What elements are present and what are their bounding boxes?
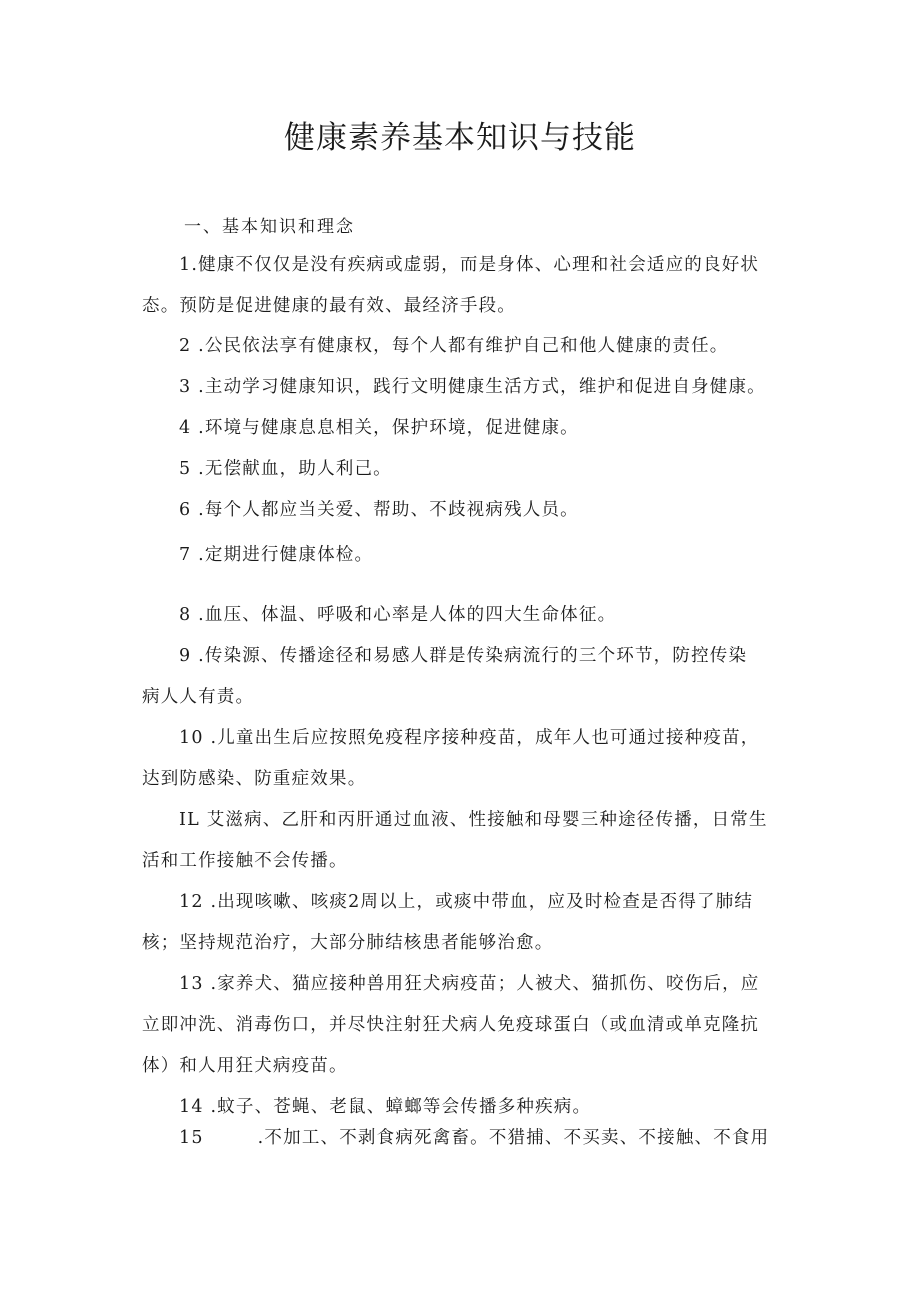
list-item [142, 245, 822, 327]
list-item [142, 636, 822, 718]
item-text-continued: 病人人有责。 [142, 687, 255, 707]
list-item [142, 367, 822, 408]
list-item [142, 408, 822, 449]
item-number: 10 [179, 728, 204, 748]
item-number: 5 [179, 459, 192, 479]
item-text: .每个人都应当关爱、帮助、不歧视病残人员。 [198, 500, 579, 520]
list-item [142, 718, 822, 800]
item-text: .儿童出生后应按照免疫程序接种疫苗，成年人也可通过接种疫苗， [210, 728, 760, 748]
item-text: .公民依法享有健康权，每个人都有维护自己和他人健康的责任。 [198, 336, 729, 356]
item-number: 1. [179, 255, 199, 275]
list-item [142, 964, 822, 1087]
list-item [142, 535, 822, 576]
item-number: 9 [179, 646, 192, 666]
list-item [142, 800, 822, 882]
item-number: 8 [179, 605, 192, 625]
item-text: .传染源、传播途径和易感人群是传染病流行的三个环节，防控传染 [198, 646, 748, 666]
item-text: .不加工、不剥食病死禽畜。不猎捕、不买卖、不接触、不食用 [257, 1128, 770, 1148]
item-text-continued: 达到防感染、防重症效果。 [142, 769, 367, 789]
item-number: 13 [179, 974, 204, 994]
item-text: .定期进行健康体检。 [198, 545, 374, 565]
item-text-continued: 活和工作接触不会传播。 [142, 851, 348, 871]
section-heading: 一、基本知识和理念 [184, 217, 355, 237]
item-text: .无偿献血，助人利己。 [198, 459, 392, 479]
list-item [142, 449, 822, 490]
item-number: 14 [179, 1097, 204, 1117]
item-text-continued: 核；坚持规范治疗，大部分肺结核患者能够治愈。 [142, 933, 554, 953]
document-title: 健康素养基本知识与技能 [284, 120, 636, 156]
item-text: .主动学习健康知识，践行文明健康生活方式，维护和促进自身健康。 [198, 377, 766, 397]
list-item [142, 595, 822, 636]
list-item [142, 882, 822, 964]
item-number: 6 [179, 500, 192, 520]
item-text: .蚊子、苍蝇、老鼠、蟑螂等会传播多种疾病。 [210, 1097, 592, 1117]
item-text-continued: 立即冲洗、消毒伤口，并尽快注射狂犬病人免疫球蛋白（或血清或单克隆抗 [142, 1015, 760, 1035]
item-text: .环境与健康息息相关，保护环境，促进健康。 [198, 418, 579, 438]
item-text: .家养犬、猫应接种兽用狂犬病疫苗；人被犬、猫抓伤、咬伤后，应 [210, 974, 760, 994]
item-text: .出现咳嗽、咳痰2周以上，或痰中带血，应及时检查是否得了肺结 [210, 892, 754, 912]
item-text: .血压、体温、呼吸和心率是人体的四大生命体征。 [198, 605, 617, 625]
item-number: 12 [179, 892, 204, 912]
item-text-continued: 态。预防是促进健康的最有效、最经济手段。 [142, 296, 516, 316]
item-number: 4 [179, 418, 192, 438]
list-item [142, 326, 822, 367]
item-number: 7 [179, 545, 192, 565]
item-number: 3 [179, 377, 192, 397]
item-number: 2 [179, 336, 192, 356]
item-text: 健康不仅仅是没有疾病或虚弱，而是身体、心理和社会适应的良好状 [198, 255, 760, 275]
item-text-continued: 体）和人用狂犬病疫苗。 [142, 1056, 348, 1076]
item-text: 艾滋病、乙肝和丙肝通过血液、性接触和母婴三种途径传播，日常生 [206, 810, 768, 830]
item-number: 15 [179, 1128, 204, 1148]
item-number: IL [179, 810, 200, 830]
list-item [142, 490, 822, 531]
list-item [142, 1118, 822, 1159]
